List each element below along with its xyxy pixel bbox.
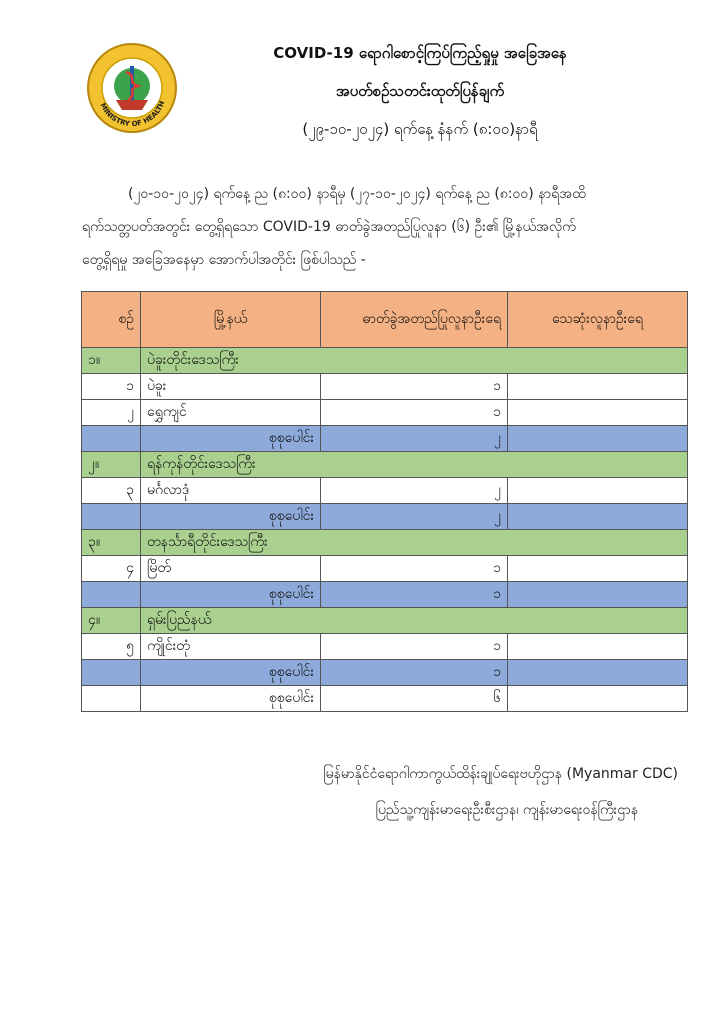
subtotal-label: စုစုပေါင်း (141, 426, 321, 452)
row-cases: ၂ (321, 478, 508, 504)
row-cases: ၁ (321, 556, 508, 582)
subtotal-row (82, 582, 688, 608)
table-row (82, 634, 688, 660)
row-deaths (508, 556, 688, 582)
grand-total-label: စုစုပေါင်း (141, 686, 321, 712)
ministry-of-health-logo (86, 42, 178, 134)
row-no: ၅ (82, 634, 141, 660)
row-no: ၄ (82, 556, 141, 582)
row-township: ရွှေကျင် (141, 400, 321, 426)
subtotal-row (82, 426, 688, 452)
footer-department: ပြည်သူ့ကျန်းမာရေးဦးစီးဌာန၊ ကျန်းမာရေးဝန်ကြီးဌာန (375, 802, 638, 818)
subtotal-row (82, 660, 688, 686)
col-header-cases: ဓာတ်ခွဲအတည်ပြုလူနာဦးရေ (321, 292, 508, 348)
row-deaths (508, 478, 688, 504)
row-deaths (508, 374, 688, 400)
col-header-township: မြို့နယ် (141, 292, 321, 348)
row-no: ၃ (82, 478, 141, 504)
row-no: ၁ (82, 374, 141, 400)
region-name: ရှမ်းပြည်နယ် (141, 608, 688, 634)
table-row (82, 556, 688, 582)
table-row (82, 400, 688, 426)
intro-line-1: (၂၀-၁၀-၂၀၂၄) ရက်နေ့ ည (၈:၀၀) နာရီမှ (၂၇-၁၀-၂၀၂၄) ရက်နေ့ ည (၈:၀၀) နာရီအထိ (128, 186, 586, 202)
row-no: ၂ (82, 400, 141, 426)
region-row (82, 348, 688, 374)
region-name: ပဲခူးတိုင်းဒေသကြီး (141, 348, 688, 374)
region-index: ၂။ (82, 452, 141, 478)
report-date: (၂၉-၁၀-၂၀၂၄) ရက်နေ့ နံနက် (၈:၀၀)နာရီ (302, 120, 538, 138)
region-row (82, 452, 688, 478)
subtotal-label: စုစုပေါင်း (141, 660, 321, 686)
page-subtitle: အပတ်စဉ်သတင်းထုတ်ပြန်ချက် (335, 82, 505, 100)
intro-line-3: တွေ့ရှိရမှု အခြေအနေမှာ အောက်ပါအတိုင်း ဖြစ်ပါသည် - (82, 252, 366, 268)
row-township: ပဲခူး (141, 374, 321, 400)
intro-line-2: ရက်သတ္တပတ်အတွင်း တွေ့ရှိရသော COVID-19 ဓာတ်ခွဲအတည်ပြုလူနာ (၆) ဦး၏ မြို့နယ်အလိုက် (82, 219, 576, 235)
col-header-deaths: သေဆုံးလူနာဦးရေ (508, 292, 688, 348)
subtotal-label: စုစုပေါင်း (141, 582, 321, 608)
subtotal-value: ၂ (321, 426, 508, 452)
region-index: ၁။ (82, 348, 141, 374)
table-row (82, 374, 688, 400)
row-township: မင်္ဂလာဒုံ (141, 478, 321, 504)
row-cases: ၁ (321, 400, 508, 426)
logo-text: MINISTRY OF HEALTH (98, 99, 167, 129)
region-index: ၄။ (82, 608, 141, 634)
subtotal-value: ၂ (321, 504, 508, 530)
region-row (82, 530, 688, 556)
subtotal-value: ၁ (321, 582, 508, 608)
table-row (82, 478, 688, 504)
intro-paragraph (82, 178, 692, 277)
subtotal-value: ၁ (321, 660, 508, 686)
grand-total-value: ၆ (321, 686, 508, 712)
row-cases: ၁ (321, 374, 508, 400)
region-name: ရန်ကုန်တိုင်းဒေသကြီး (141, 452, 688, 478)
page-title: COVID-19 ရောဂါစောင့်ကြပ်ကြည့်ရှုမှု အခြေအနေ (273, 44, 567, 62)
table-header-row (82, 292, 688, 348)
cases-table (81, 291, 688, 712)
row-deaths (508, 400, 688, 426)
grand-total-row (82, 686, 688, 712)
col-header-no: စဉ် (82, 292, 141, 348)
subtotal-label: စုစုပေါင်း (141, 504, 321, 530)
region-name: တနင်္သာရီတိုင်းဒေသကြီး (141, 530, 688, 556)
row-township: ကျိုင်းတုံ (141, 634, 321, 660)
row-township: မြိတ် (141, 556, 321, 582)
row-deaths (508, 634, 688, 660)
footer-cdc: မြန်မာနိုင်ငံရောဂါကာကွယ်ထိန်းချုပ်ရေးဗဟိုဌာန (Myanmar CDC) (323, 766, 678, 782)
region-index: ၃။ (82, 530, 141, 556)
subtotal-row (82, 504, 688, 530)
row-cases: ၁ (321, 634, 508, 660)
region-row (82, 608, 688, 634)
